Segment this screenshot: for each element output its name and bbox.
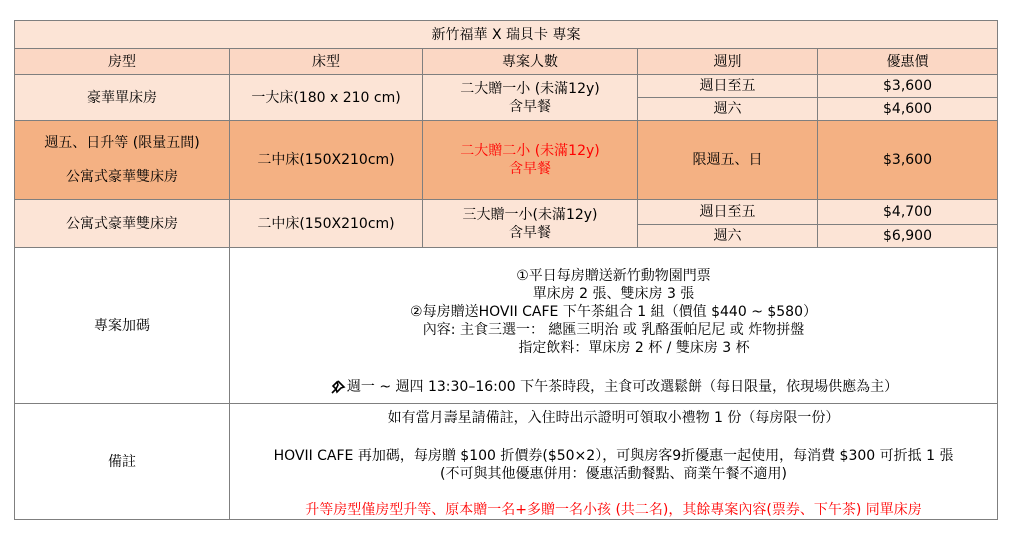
table-row [15,200,998,225]
people-line: 三大贈一小(未滿12y) [462,206,598,223]
breakfast-line: 含早餐 [509,161,551,177]
table-title: 新竹福華 X 瑞貝卡 專案 [15,21,998,49]
notes-line: (不可與其他優惠併用：優惠活動餐點、商業午餐不適用) [440,465,787,482]
bonus-line: 指定飲料：單床房 2 杯 / 雙床房 3 杯 [518,340,750,356]
table-row [15,75,998,98]
price-cell: $4,700 [818,200,998,225]
days-cell: 週日至五 [638,75,818,98]
header-room-type: 房型 [15,49,230,75]
breakfast-line: 含早餐 [509,224,551,241]
room-type-cell: 公寓式豪華雙床房 [15,200,230,248]
people-cell [423,200,638,248]
header-bed-type: 床型 [230,49,423,75]
bed-type-cell: 一大床(180 x 210 cm) [230,75,423,121]
bed-type-cell: 二中床(150X210cm) [230,121,423,200]
room-name: 公寓式豪華雙床房 [66,169,178,185]
bonus-content [230,248,998,404]
upgrade-policy-note: 升等房型僅房型升等、原本贈一名+多贈一名小孩 (共二名)，其餘專案內容(票券、下午茶) 同單床房 [305,501,922,518]
bonus-line: 內容: 主食三選一： 總匯三明治 或 乳酪蛋帕尼尼 或 炸物拼盤 [422,322,805,338]
breakfast-line: 含早餐 [509,98,551,115]
header-row [15,49,998,75]
table-title-row [15,21,998,49]
price-cell: $3,600 [818,75,998,98]
notes-content [230,404,998,520]
people-line: 二大贈一小 (未滿12y) [460,80,600,97]
people-line: 二大贈二小 (未滿12y) [460,143,600,159]
header-price: 優惠價 [818,49,998,75]
bonus-line [233,378,994,396]
days-cell: 週日至五 [638,200,818,225]
header-days: 週別 [638,49,818,75]
bed-type-cell: 二中床(150X210cm) [230,200,423,248]
bonus-line: ②每房贈送HOVII CAFE 下午茶組合 1 組（價值 $440 ~ $580） [410,304,817,320]
promotion-table [14,20,998,520]
notes-line: 如有當月壽星請備註，入住時出示證明可領取小禮物 1 份（每房限一份） [387,409,840,426]
header-people: 專案人數 [423,49,638,75]
days-cell: 週六 [638,225,818,248]
notes-label: 備註 [15,404,230,520]
pushpin-icon [329,379,347,395]
days-cell: 週六 [638,98,818,121]
table-row [15,121,998,200]
people-cell [423,75,638,121]
bonus-line: 單床房 2 張、雙床房 3 張 [532,286,695,302]
afternoon-tea-note: 週一 ~ 週四 13:30–16:00 下午茶時段，主食可改選鬆餅（每日限量，依現場供應為主） [346,379,899,395]
bonus-line: ①平日每房贈送新竹動物園門票 [516,268,711,284]
upgrade-note: 週五、日升等 (限量五間) [44,135,200,151]
notes-row [15,404,998,520]
people-cell [423,121,638,200]
price-cell: $4,600 [818,98,998,121]
price-cell: $3,600 [818,121,998,200]
bonus-label: 專案加碼 [15,248,230,404]
room-type-cell: 豪華單床房 [15,75,230,121]
notes-line: HOVII CAFE 再加碼，每房贈 $100 折價券($50×2），可與房客9折優惠一起使用，每消費 $300 可折抵 1 張 [273,447,954,464]
bonus-row [15,248,998,404]
room-type-cell [15,121,230,200]
days-cell: 限週五、日 [638,121,818,200]
price-cell: $6,900 [818,225,998,248]
